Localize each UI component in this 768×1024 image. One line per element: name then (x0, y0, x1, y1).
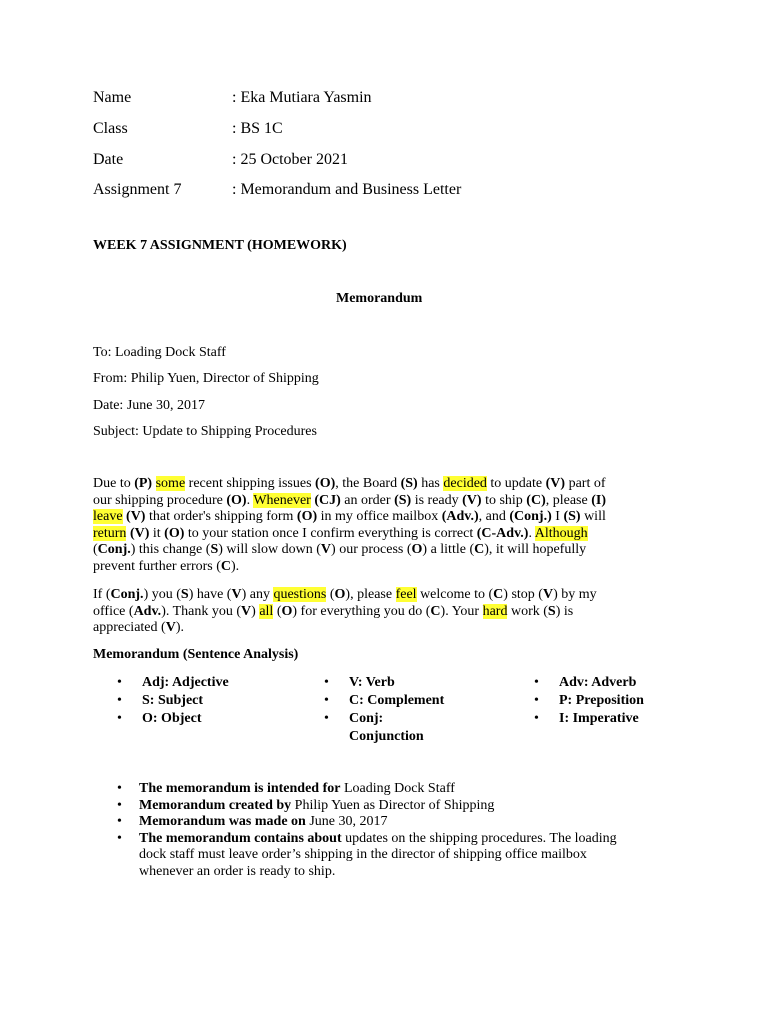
memo-to: To: Loading Dock Staff (93, 345, 226, 360)
summary-item-text: updates on the shipping procedures. The loading (341, 830, 617, 846)
summary-item (117, 814, 677, 831)
summary-item-label: Memorandum created by (139, 797, 292, 813)
legend-column-2 (324, 674, 444, 746)
summary-item-label: The memorandum contains about (139, 830, 342, 846)
summary-item (117, 831, 677, 881)
memo-subject: Subject: Update to Shipping Procedures (93, 424, 317, 439)
legend-item (324, 710, 444, 746)
legend-item: • I: Imperative (534, 710, 644, 728)
header-value: : BS 1C (232, 120, 283, 137)
legend-item-term-cont: Conjunction (349, 729, 424, 744)
legend-item: • Adj: Adjective (117, 674, 229, 692)
legend-item-term: Conj: (349, 711, 384, 726)
summary-item-label: Memorandum was made on (139, 814, 306, 829)
header-label: Date (93, 151, 124, 168)
summary-item-text-line: dock staff must leave order’s shipping in the director of shipping office mailbox (139, 847, 587, 862)
legend-item: • P: Preposition (534, 692, 644, 710)
legend-item: • V: Verb (324, 674, 444, 692)
legend-item: • O: Object (117, 710, 229, 728)
summary-item-text: Loading Dock Staff (340, 781, 455, 796)
summary-item-text: Philip Yuen as Director of Shipping (291, 797, 495, 813)
summary-item (117, 798, 677, 815)
legend-item: • C: Complement (324, 692, 444, 710)
legend-item: • S: Subject (117, 692, 229, 710)
week-title: WEEK 7 ASSIGNMENT (HOMEWORK) (93, 238, 347, 253)
summary-item-text: June 30, 2017 (305, 814, 388, 829)
memo-title: Memorandum (336, 291, 423, 306)
summary-list (117, 781, 677, 880)
header-label: Class (93, 120, 128, 137)
legend-column-1 (117, 674, 229, 728)
analysis-title: Memorandum (Sentence Analysis) (93, 647, 299, 662)
legend-column-3 (534, 674, 644, 728)
memo-date: Date: June 30, 2017 (93, 398, 205, 413)
header-value: : Memorandum and Business Letter (232, 181, 462, 198)
header-label: Name (93, 89, 132, 106)
memo-paragraph-1: Due to (P) some recent shipping issues (O), the Board (S) has decided to update (V) part of our shipping procedure (O). Whenever (CJ) an order (S) is ready (V) to ship (C), please (I) leave (V) that order's shipping form (O) in my office mailbox (Adv.), and (Conj.) I (S) will return (V) it (O) to your station once I confirm everything is correct (C-Adv.). Although (Conj.) this change (S) will slow down (V) our process (O) a little (C), it will hopefully prevent further errors (C). (93, 476, 606, 574)
memo-paragraph-2: If (Conj.) you (S) have (V) any questions (O), please feel welcome to (C) stop (V) by my office (Adv.). Thank you (V) all (O) for everything you do (C). Your hard work (S) is appreciated (V). (93, 587, 597, 635)
summary-item-label: The memorandum is intended for (139, 781, 341, 796)
legend-item: • Adv: Adverb (534, 674, 644, 692)
header-label: Assignment 7 (93, 181, 182, 198)
header-value: : 25 October 2021 (232, 151, 348, 168)
header-value: : Eka Mutiara Yasmin (232, 89, 372, 106)
summary-item-text-line: whenever an order is ready to ship. (139, 863, 336, 879)
summary-item (117, 781, 677, 798)
memo-from: From: Philip Yuen, Director of Shipping (93, 371, 319, 386)
